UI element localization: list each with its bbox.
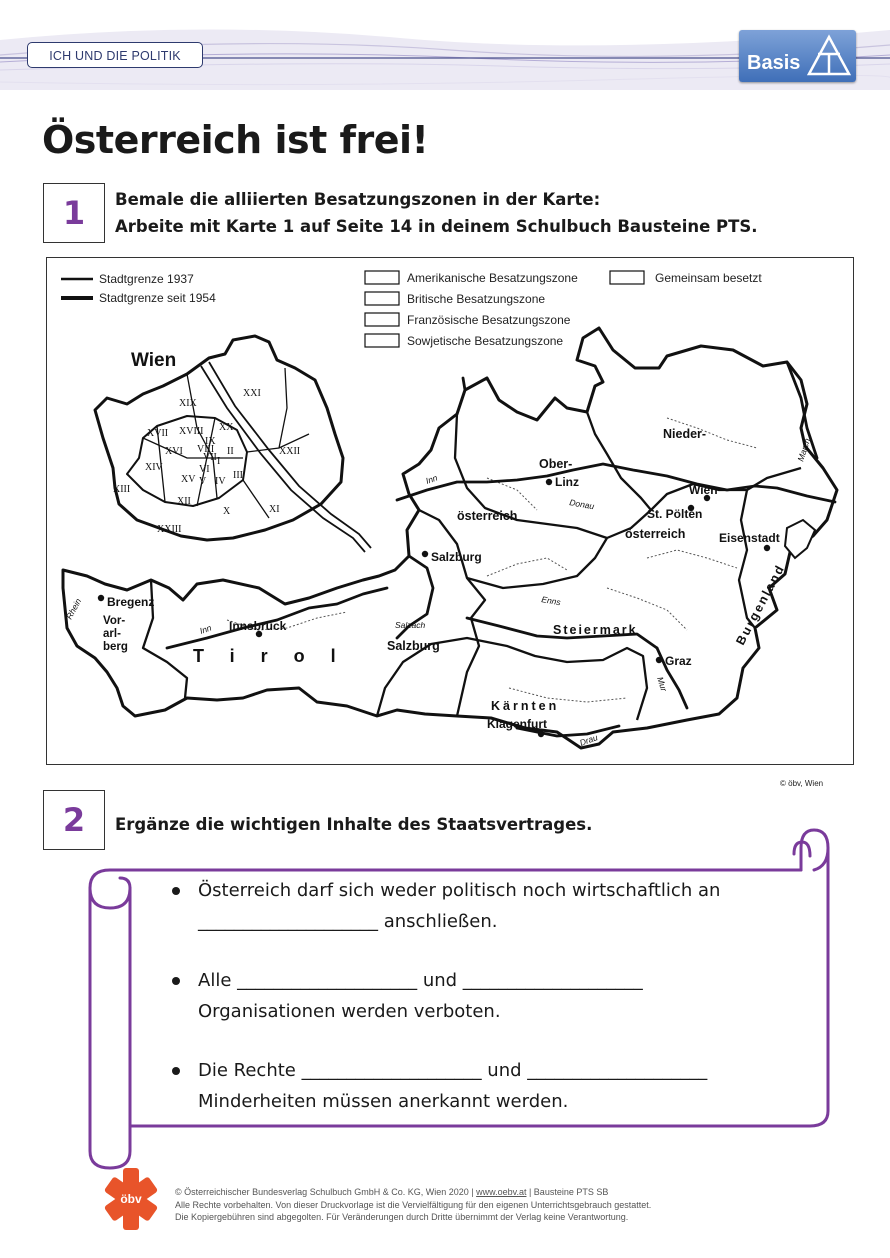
- list-item: [172, 965, 812, 1027]
- footer: [175, 1186, 651, 1224]
- page-title: Österreich ist frei!: [42, 118, 429, 162]
- triangle-icon: [806, 34, 852, 78]
- district-xxii: XXII: [279, 446, 301, 457]
- river-donau: Donau: [568, 497, 596, 512]
- footer-copyright: © Österreichischer Bundesverlag Schulbuch GmbH & Co. KG, Wien 2020 |: [175, 1187, 477, 1197]
- city-eisenstadt: Eisenstadt: [719, 531, 780, 545]
- region-niederoesterreich-1: Nieder-: [663, 427, 707, 441]
- footer-line-1: [175, 1186, 651, 1199]
- footer-book: | Bausteine PTS SB: [526, 1187, 609, 1197]
- city-graz: Graz: [665, 654, 692, 668]
- district-viii: VIII: [197, 444, 215, 455]
- district-xiv: XIV: [145, 462, 163, 473]
- city-salzburg: Salzburg: [431, 550, 482, 564]
- region-tirol: Tirol: [193, 646, 362, 666]
- region-steiermark: Steiermark: [553, 623, 638, 637]
- legend-zone-2: Britische Besatzungszone: [407, 292, 546, 306]
- region-oberoesterreich-1: Ober-: [539, 457, 573, 471]
- region-vorarlberg-3: berg: [103, 641, 128, 653]
- district-xvii: XVII: [147, 428, 169, 439]
- river-enns: Enns: [540, 594, 562, 608]
- region-salzburg: Salzburg: [387, 639, 440, 653]
- region-burgenland: Burgenland: [733, 561, 788, 648]
- legend-zone-3: Französische Besatzungszone: [407, 313, 571, 327]
- city-st-poelten: St. Pölten: [647, 507, 703, 521]
- chapter-tag: ICH UND DIE POLITIK: [27, 42, 203, 68]
- district-i: I: [217, 456, 221, 467]
- list-item: [172, 875, 812, 937]
- legend-line-1: Stadtgrenze 1937: [99, 272, 194, 286]
- district-vii: VII: [203, 452, 217, 463]
- legend-zone-4: Sowjetische Besatzungszone: [407, 334, 564, 348]
- river-march: March: [795, 437, 813, 463]
- district-xix: XIX: [179, 398, 197, 409]
- district-vi: VI: [199, 464, 210, 475]
- task-1-instructions: [115, 186, 758, 240]
- bullet-2-line-1: Alle ____________________ und ____________________: [198, 970, 643, 991]
- river-inn-1: Inn: [424, 472, 439, 486]
- publisher-link[interactable]: www.oebv.at: [476, 1187, 527, 1197]
- district-xi: XI: [269, 504, 280, 515]
- task-2-instructions: Ergänze die wichtigen Inhalte des Staatsvertrages.: [115, 815, 593, 834]
- district-ix: IX: [205, 436, 216, 447]
- bullet-1-line-1: Österreich darf sich weder politisch noch wirtschaftlich an: [198, 880, 721, 901]
- oebv-logo-text: öbv: [120, 1192, 142, 1206]
- district-xxiii: XXIII: [157, 524, 182, 535]
- city-bregenz: Bregenz: [107, 595, 155, 609]
- city-wien: Wien: [689, 483, 718, 497]
- city-innsbruck: Innsbruck: [229, 619, 287, 633]
- district-xiii: XIII: [113, 484, 131, 495]
- legend-zone-1: Amerikanische Besatzungszone: [407, 271, 578, 285]
- bullet-3-line-2: Minderheiten müssen anerkannt werden.: [198, 1091, 569, 1112]
- basis-logo: [739, 30, 856, 82]
- bullet-3-line-1: Die Rechte ____________________ und ____________________: [198, 1060, 708, 1081]
- austria-map: [46, 257, 854, 765]
- footer-line-2: Alle Rechte vorbehalten. Von dieser Druckvorlage ist die Vervielfältigung für den eigenen Unterrichtsgebrauch gestattet.: [175, 1199, 652, 1210]
- legend-line-2: Stadtgrenze seit 1954: [99, 291, 216, 305]
- region-vorarlberg-2: arl-: [103, 628, 121, 640]
- vienna-inset: [95, 336, 371, 552]
- city-linz: Linz: [555, 475, 579, 489]
- map-drawing: [47, 258, 853, 764]
- map-copyright: © öbv, Wien: [780, 779, 824, 788]
- treaty-bullets: [172, 875, 812, 1145]
- task-number-1: 1: [43, 183, 105, 243]
- task-1-line-2: Arbeite mit Karte 1 auf Seite 14 in deinem Schulbuch Bausteine PTS.: [115, 217, 758, 236]
- district-iv: IV: [215, 476, 226, 487]
- bullet-1-line-2: ____________________ anschließen.: [198, 911, 498, 932]
- district-xv: XV: [181, 474, 196, 485]
- district-xii: XII: [177, 496, 191, 507]
- task-1-line-1: Bemale die alliierten Besatzungszonen in der Karte:: [115, 190, 601, 209]
- river-rhein: Rhein: [63, 596, 84, 621]
- region-vorarlberg-1: Vor-: [103, 615, 126, 627]
- region-oberoesterreich-2: österreich: [457, 509, 518, 523]
- task-number-2: 2: [43, 790, 105, 850]
- river-mur: Mur: [655, 675, 670, 693]
- river-salzach: Salzach: [395, 620, 426, 630]
- district-iii: III: [233, 470, 243, 481]
- oebv-logo: [104, 1168, 158, 1230]
- city-klagenfurt: Klagenfurt: [487, 717, 547, 731]
- district-x: X: [223, 506, 231, 517]
- district-xxi: XXI: [243, 388, 261, 399]
- footer-line-3: Die Kopiergebühren sind abgegolten. Für Veränderungen durch Dritte übernimmt der Verlag keine Verantwortung.: [175, 1212, 629, 1222]
- district-xvi: XVI: [165, 446, 183, 457]
- bullet-2-line-2: Organisationen werden verboten.: [198, 1001, 501, 1022]
- region-kaernten: Kärnten: [491, 699, 560, 713]
- district-xviii: XVIII: [179, 426, 204, 437]
- basis-logo-text: Basis: [747, 52, 801, 74]
- region-niederoesterreich-2: österreich: [625, 527, 686, 541]
- map-legend: [61, 271, 762, 348]
- river-inn-2: Inn: [198, 622, 213, 636]
- district-xx: XX: [219, 422, 234, 433]
- list-item: [172, 1055, 812, 1117]
- district-ii: II: [227, 446, 234, 457]
- wien-inset-title: Wien: [131, 350, 177, 371]
- district-v: V: [199, 476, 207, 487]
- river-drau: Drau: [578, 732, 600, 748]
- legend-joint: Gemeinsam besetzt: [655, 271, 762, 285]
